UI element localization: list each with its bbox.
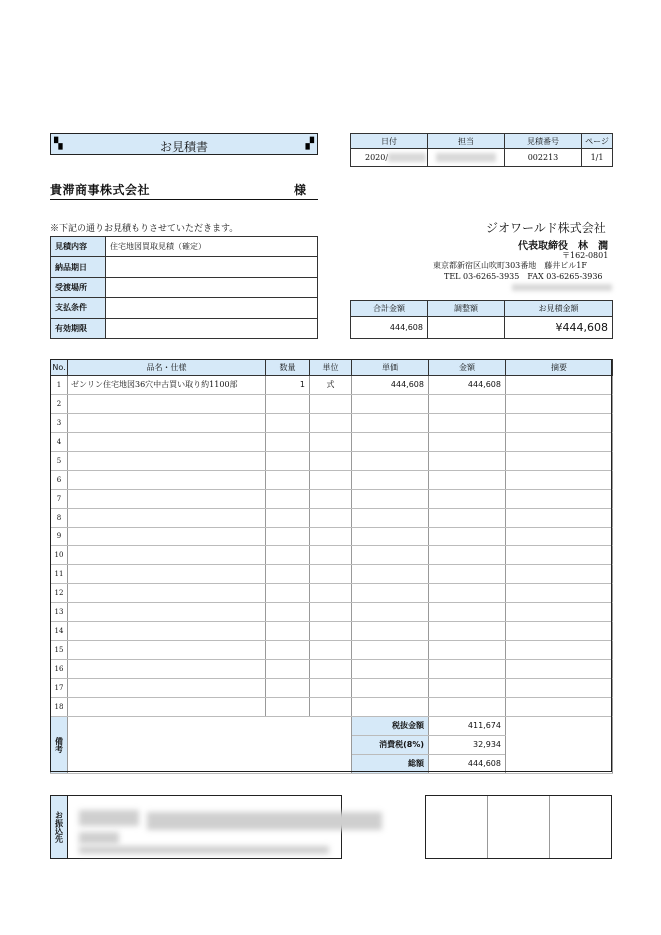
item-qty [266, 697, 310, 716]
item-no: 16 [51, 660, 68, 679]
total-header: 合計金額 [351, 301, 428, 317]
col-header-price: 単価 [352, 360, 429, 376]
item-qty [266, 679, 310, 698]
item-price: 444,608 [352, 376, 429, 395]
item-amount [429, 432, 506, 451]
item-qty [266, 451, 310, 470]
table-row [51, 565, 613, 584]
estimate-header: お見積金額 [505, 301, 613, 317]
item-note [506, 413, 613, 432]
summary-label: 税抜金額 [352, 716, 429, 735]
item-unit [310, 394, 352, 413]
info-date-cell [351, 149, 428, 167]
item-price [352, 660, 429, 679]
item-qty [266, 641, 310, 660]
item-amount [429, 413, 506, 432]
item-price [352, 641, 429, 660]
redacted-date [388, 153, 426, 162]
item-note [506, 679, 613, 698]
item-qty [266, 565, 310, 584]
detail-value [106, 277, 318, 297]
item-name: ゼンリン住宅地図36穴中古買い取り約1100部 [68, 376, 266, 395]
document-title-bar [50, 133, 318, 155]
item-amount [429, 584, 506, 603]
info-table [350, 133, 613, 167]
redacted-company-info [512, 284, 612, 291]
item-note [506, 508, 613, 527]
item-price [352, 413, 429, 432]
table-row [51, 376, 613, 395]
item-no: 7 [51, 489, 68, 508]
table-row [51, 603, 613, 622]
item-amount [429, 697, 506, 716]
item-name [68, 584, 266, 603]
item-no: 18 [51, 697, 68, 716]
item-note [506, 697, 613, 716]
item-note [506, 660, 613, 679]
bank-label: お振込先 [51, 796, 68, 858]
company-address: 東京都新宿区山吹町303番地 藤井ビル1F [433, 261, 587, 270]
item-qty [266, 603, 310, 622]
item-price [352, 394, 429, 413]
col-header-amount: 金額 [429, 360, 506, 376]
item-unit [310, 622, 352, 641]
item-amount [429, 394, 506, 413]
corner-mark-icon: ▚ [54, 137, 63, 150]
item-name [68, 565, 266, 584]
item-note [506, 641, 613, 660]
item-unit [310, 546, 352, 565]
item-unit [310, 584, 352, 603]
company-name: ジオワールド株式会社 [486, 221, 606, 235]
item-price [352, 432, 429, 451]
item-qty [266, 394, 310, 413]
item-amount [429, 489, 506, 508]
item-amount [429, 603, 506, 622]
item-no: 12 [51, 584, 68, 603]
detail-value: 住宅地図買取見積（確定） [106, 237, 318, 257]
item-unit [310, 451, 352, 470]
summary-label: 消費税(8%) [352, 735, 429, 754]
summary-value: 32,934 [429, 735, 506, 754]
detail-label: 見積内容 [51, 237, 106, 257]
item-note [506, 546, 613, 565]
redacted-bank-info [79, 846, 329, 854]
info-header-estimate-no: 見積番号 [505, 134, 582, 149]
item-name [68, 413, 266, 432]
item-no: 2 [51, 394, 68, 413]
item-unit [310, 641, 352, 660]
item-amount [429, 546, 506, 565]
item-note [506, 603, 613, 622]
item-price [352, 451, 429, 470]
adjust-amount [428, 317, 505, 339]
document-title: お見積書 [159, 140, 208, 154]
item-unit [310, 527, 352, 546]
client-honorific: 様 [294, 183, 307, 197]
item-qty [266, 413, 310, 432]
total-amount: 444,608 [351, 317, 428, 339]
info-header-date: 日付 [351, 134, 428, 149]
item-qty [266, 622, 310, 641]
item-price [352, 584, 429, 603]
item-no: 17 [51, 679, 68, 698]
table-row [51, 508, 613, 527]
item-name [68, 394, 266, 413]
item-price [352, 622, 429, 641]
table-row [51, 470, 613, 489]
col-header-note: 摘要 [506, 360, 613, 376]
table-row [51, 679, 613, 698]
item-no: 13 [51, 603, 68, 622]
item-name [68, 470, 266, 489]
item-price [352, 489, 429, 508]
item-qty [266, 546, 310, 565]
stamp-box [425, 795, 612, 859]
detail-table [50, 236, 318, 339]
item-amount [429, 565, 506, 584]
bank-transfer-box [50, 795, 342, 859]
adjust-header: 調整額 [428, 301, 505, 317]
item-name [68, 527, 266, 546]
item-name [68, 489, 266, 508]
table-row [51, 394, 613, 413]
item-name [68, 451, 266, 470]
redacted-bank-info [79, 810, 139, 826]
item-unit [310, 489, 352, 508]
summary-label: 総額 [352, 754, 429, 773]
detail-value [106, 318, 318, 338]
redacted-staff [436, 153, 496, 162]
item-qty [266, 432, 310, 451]
item-unit [310, 432, 352, 451]
redacted-bank-info [79, 832, 119, 844]
item-amount [429, 470, 506, 489]
info-page: 1/1 [582, 149, 613, 167]
company-zip: 〒162-0801 [562, 251, 609, 260]
item-no: 15 [51, 641, 68, 660]
item-unit [310, 603, 352, 622]
item-unit [310, 565, 352, 584]
item-price [352, 603, 429, 622]
item-name [68, 546, 266, 565]
summary-value: 411,674 [429, 716, 506, 735]
detail-value [106, 298, 318, 318]
stamp-cell [550, 796, 611, 858]
company-representative: 代表取締役 林 潤 [518, 241, 608, 252]
client-name: 貴滞商事株式会社 [50, 183, 151, 197]
item-note [506, 527, 613, 546]
item-unit [310, 470, 352, 489]
item-no: 11 [51, 565, 68, 584]
info-header-page: ページ [582, 134, 613, 149]
table-row [51, 660, 613, 679]
info-staff-cell [428, 149, 505, 167]
info-date: 2020/ [365, 152, 389, 162]
redacted-bank-info [147, 812, 382, 830]
item-price [352, 565, 429, 584]
corner-mark-icon: ▞ [305, 137, 314, 150]
item-amount: 444,608 [429, 376, 506, 395]
item-no: 5 [51, 451, 68, 470]
item-name [68, 660, 266, 679]
summary-value: 444,608 [429, 754, 506, 773]
item-price [352, 546, 429, 565]
item-note [506, 394, 613, 413]
col-header-name: 品名・仕様 [68, 360, 266, 376]
item-amount [429, 451, 506, 470]
table-row [51, 546, 613, 565]
item-unit [310, 697, 352, 716]
item-amount [429, 641, 506, 660]
summary-note-area [506, 716, 613, 773]
table-row [51, 622, 613, 641]
item-amount [429, 679, 506, 698]
stamp-cell [488, 796, 550, 858]
col-header-unit: 単位 [310, 360, 352, 376]
item-price [352, 697, 429, 716]
item-unit [310, 660, 352, 679]
table-row [51, 451, 613, 470]
item-name [68, 603, 266, 622]
table-row [51, 584, 613, 603]
table-row [51, 413, 613, 432]
item-no: 4 [51, 432, 68, 451]
detail-label: 納品期日 [51, 257, 106, 277]
item-qty: 1 [266, 376, 310, 395]
item-price [352, 679, 429, 698]
item-qty [266, 584, 310, 603]
company-tel-fax: TEL 03-6265-3935 FAX 03-6265-3936 [444, 272, 603, 281]
item-no: 10 [51, 546, 68, 565]
item-qty [266, 660, 310, 679]
detail-label: 受渡場所 [51, 277, 106, 297]
item-note [506, 622, 613, 641]
col-header-no: No. [51, 360, 68, 376]
item-name [68, 508, 266, 527]
item-note [506, 470, 613, 489]
detail-label: 有効期限 [51, 318, 106, 338]
item-no: 9 [51, 527, 68, 546]
remarks-area [68, 716, 352, 773]
item-note [506, 451, 613, 470]
item-no: 1 [51, 376, 68, 395]
table-row [51, 489, 613, 508]
col-header-qty: 数量 [266, 360, 310, 376]
item-name [68, 432, 266, 451]
item-name [68, 622, 266, 641]
detail-label: 支払条件 [51, 298, 106, 318]
table-row [51, 527, 613, 546]
item-price [352, 527, 429, 546]
item-qty [266, 508, 310, 527]
item-amount [429, 527, 506, 546]
detail-value [106, 257, 318, 277]
item-price [352, 508, 429, 527]
total-table [350, 300, 613, 339]
item-note [506, 584, 613, 603]
item-name [68, 697, 266, 716]
item-name [68, 641, 266, 660]
item-unit: 式 [310, 376, 352, 395]
intro-text: ※下記の通りお見積もりさせていただきます。 [50, 224, 239, 234]
item-no: 3 [51, 413, 68, 432]
item-no: 6 [51, 470, 68, 489]
info-header-staff: 担当 [428, 134, 505, 149]
item-amount [429, 622, 506, 641]
item-no: 14 [51, 622, 68, 641]
info-estimate-no: 002213 [505, 149, 582, 167]
item-unit [310, 508, 352, 527]
item-qty [266, 527, 310, 546]
client-underline [50, 199, 318, 200]
estimate-amount: ¥444,608 [505, 317, 613, 339]
table-row [51, 432, 613, 451]
summary-row [51, 716, 613, 735]
item-unit [310, 413, 352, 432]
item-no: 8 [51, 508, 68, 527]
item-note [506, 565, 613, 584]
item-amount [429, 660, 506, 679]
item-price [352, 470, 429, 489]
item-note [506, 489, 613, 508]
item-name [68, 679, 266, 698]
stamp-cell [426, 796, 488, 858]
item-note [506, 376, 613, 395]
items-table [50, 359, 613, 774]
remarks-label: 備考 [51, 716, 68, 773]
table-row [51, 641, 613, 660]
item-amount [429, 508, 506, 527]
item-qty [266, 489, 310, 508]
item-note [506, 432, 613, 451]
item-unit [310, 679, 352, 698]
item-qty [266, 470, 310, 489]
table-row [51, 697, 613, 716]
